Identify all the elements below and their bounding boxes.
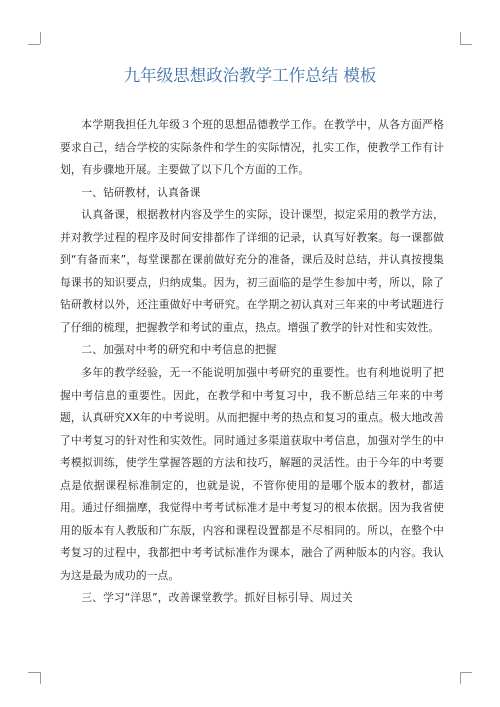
crop-mark-bottom-right-horizontal	[460, 672, 472, 673]
paragraph-section-1: 认真备课，根据教材内容及学生的实际，设计课型，拟定采用的教学方法，并对教学过程的程序及时间安排都作了详细的记录，认真写好教案。每一课都做到“有备而来”，每堂课都在课前做好充分的准备，课后及时总结，并认真按搜集每课书的知识要点，归纳成集。因为，初三面临的是学生参加中考，所以，除了钻研教材以外，还注重做好中考研究。在学期之初认真对三年来的中考试题进行了仔细的梳理，把握教学和考试的重点，热点。增强了教学的针对性和实效性。	[60, 208, 444, 334]
crop-mark-top-left-vertical	[40, 32, 41, 44]
section-heading-2: 二、加强对中考的研究和中考信息的把握	[81, 343, 277, 357]
crop-mark-top-right-vertical	[460, 32, 461, 44]
section-heading-3: 三、学习“洋思”，改善课堂教学。抓好目标引导、周过关	[81, 591, 353, 605]
crop-mark-bottom-right-vertical	[460, 672, 461, 684]
paragraph-intro: 本学期我担任九年级３个班的思想品德教学工作。在教学中，从各方面严格要求自己，结合学校的实际条件和学生的实际情况，扎实工作，使教学工作有计划，有步骤地开展。主要做了以下几个方面的工作。	[60, 118, 444, 177]
crop-mark-bottom-left-vertical	[40, 672, 41, 684]
document-body	[60, 114, 444, 610]
document-title: 九年级思想政治教学工作总结 模板	[123, 66, 377, 85]
crop-mark-top-left-horizontal	[28, 44, 40, 45]
paragraph-section-2: 多年的教学经验，无一不能说明加强中考研究的重要性。也有利地说明了把握中考信息的重要性。因此，在教学和中考复习中，我不断总结三年来的中考题，认真研究XX年的中考说明。从而把握中考的热点和复习的重点。极大地改善了中考复习的针对性和实效性。同时通过多渠道获取中考信息，加强对学生的中考模拟训练，使学生掌握答题的方法和技巧，解题的灵活性。由于今年的中考要点是依据课程标准制定的，也就是说，不管你使用的是哪个版本的教材，都适用。通过仔细揣摩，我觉得中考考试标准才是中考复习的根本依据。因为我省使用的版本有人教版和广东版，内容和课程设置都是不尽相同的。所以，在整个中考复习的过程中，我都把中考考试标准作为课本，融合了两种版本的内容。我认为这是最为成功的一点。	[60, 366, 444, 582]
crop-mark-bottom-left-horizontal	[28, 672, 40, 673]
section-heading-1: 一、钻研教材，认真备课	[81, 185, 201, 199]
crop-mark-top-right-horizontal	[460, 44, 472, 45]
